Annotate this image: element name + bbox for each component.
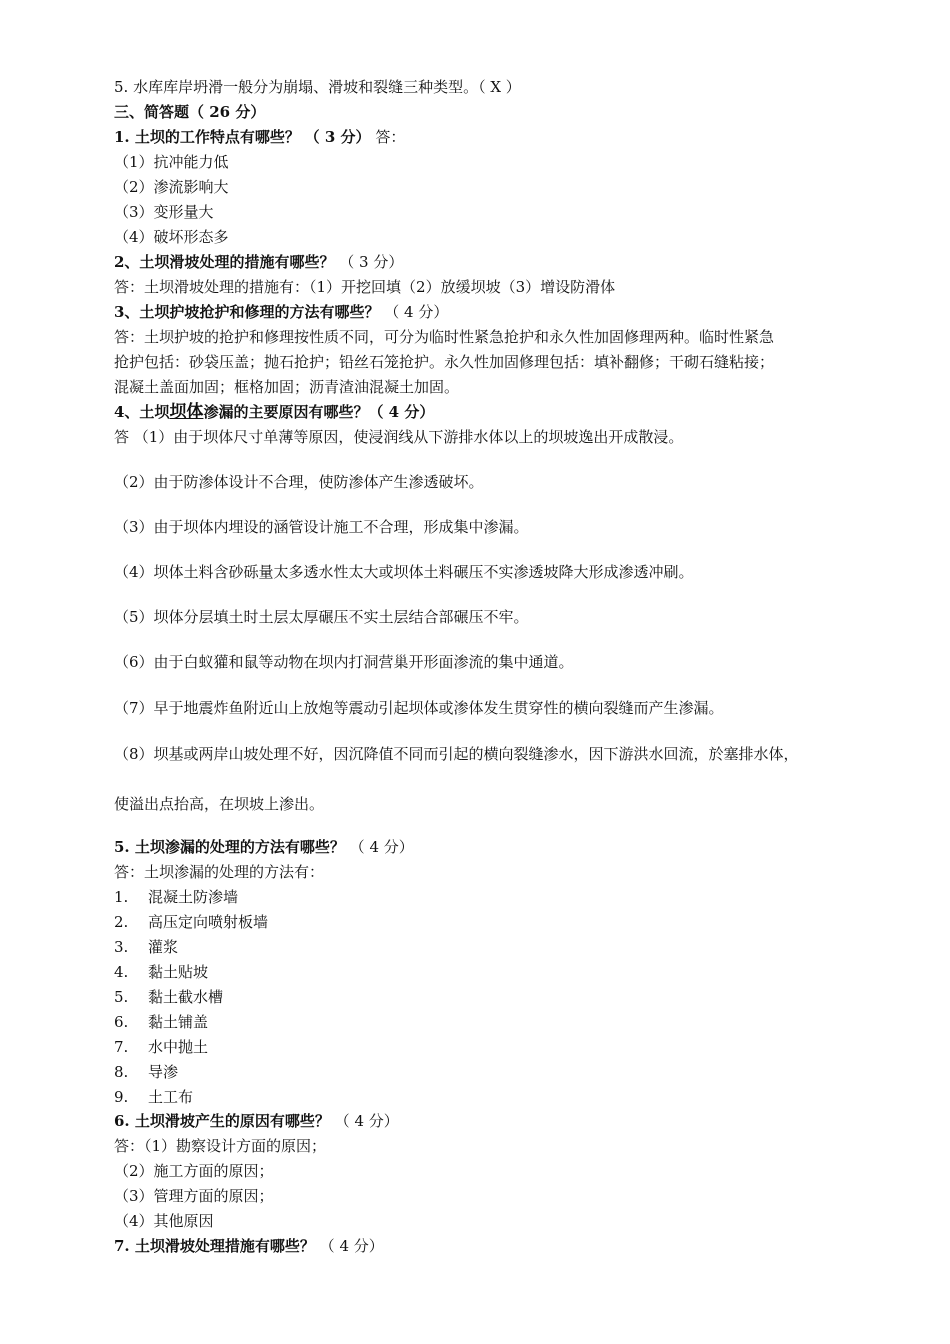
list-item [114,1012,208,1032]
question-2-title: 2、土坝滑坡处理的措施有哪些？ [114,253,335,271]
question-1 [114,127,405,147]
list-item [114,937,178,957]
question-3 [114,302,448,322]
answer-line: （1）抗冲能力低 [114,153,229,171]
answer-line: （3）变形量大 [114,203,214,221]
list-item-text: 灌浆 [148,938,179,956]
question-3-score: （ 4 分） [384,303,449,321]
list-item [114,1087,193,1107]
answer-line: （8）坝基或两岸山坡处理不好，因沉降值不同而引起的横向裂缝渗水，因下游洪水回流，於塞排水体， [114,745,799,763]
list-item [114,1037,208,1057]
answer-line: 答：（1）勘察设计方面的原因； [114,1137,327,1155]
answer-line: （4）其他原因 [114,1212,214,1230]
question-7-score: （ 4 分） [319,1237,384,1255]
list-item-text: 混凝土防渗墙 [148,888,239,906]
question-2 [114,252,403,272]
list-item-number: 7. [114,1038,129,1056]
question-4-title-start: 4、土坝 [114,403,170,421]
answer-line: 抢护包括：砂袋压盖；抛石抢护；铅丝石笼抢护。永久性加固修理包括：填补翻修；干砌石缝粘接； [114,353,775,371]
question-6 [114,1111,399,1131]
question-6-title: 6. 土坝滑坡产生的原因有哪些？ [114,1112,330,1130]
answer-line: 答 （1）由于坝体尺寸单薄等原因，使浸润线从下游排水体以上的坝坡逸出开成散浸。 [114,428,684,446]
answer-line: （2）渗流影响大 [114,178,229,196]
answer-line: （3）由于坝体内埋设的涵管设计施工不合理，形成集中渗漏。 [114,518,529,536]
answer-line: （6）由于白蚁獾和鼠等动物在坝内打洞营巢开形面渗流的集中通道。 [114,653,574,671]
answer-line: （4）破坏形态多 [114,228,229,246]
list-item [114,912,268,932]
question-2-score: （ 3 分） [339,253,404,271]
list-item-text: 黏土截水槽 [148,988,224,1006]
answer-line: （3）管理方面的原因； [114,1187,274,1205]
section-heading-short-answer: 三、简答题（ 26 分） [114,103,266,121]
answer-line: （7）早于地震炸鱼附近山上放炮等震动引起坝体或渗体发生贯穿性的横向裂缝而产生渗漏。 [114,699,724,717]
answer-line: 答：土坝护坡的抢护和修理按性质不同，可分为临时性紧急抢护和永久性加固修理两种。临时性紧急 [114,328,775,346]
answer-line: （2）施工方面的原因； [114,1162,274,1180]
question-5 [114,837,414,857]
list-item-number: 4. [114,963,129,981]
answer-line: 混凝土盖面加固；框格加固；沥青渣油混凝土加固。 [114,378,460,396]
list-item [114,1062,178,1082]
question-3-title: 3、土坝护坡抢护和修理的方法有哪些？ [114,303,380,321]
list-item [114,887,238,907]
question-6-score: （ 4 分） [334,1112,399,1130]
question-1-score: （ 3 分） [304,128,371,146]
question-5-score: （ 4 分） [349,838,414,856]
answer-line: （4）坝体土料含砂砾量太多透水性太大或坝体土料碾压不实渗透坡降大形成渗透冲刷。 [114,563,694,581]
list-item-text: 水中抛土 [148,1038,209,1056]
answer-line: 答：土坝渗漏的处理的方法有： [114,863,325,881]
list-item-number: 3. [114,938,129,956]
list-item-text: 高压定向喷射板墙 [148,913,269,931]
question-4-title-end: 渗漏的主要原因有哪些？（ 4 分） [203,403,435,421]
answer-line: 使溢出点抬高，在坝坡上渗出。 [114,795,325,813]
list-item [114,962,208,982]
question-7 [114,1236,384,1256]
question-5-title: 5. 土坝渗漏的处理的方法有哪些？ [114,838,345,856]
answer-line: （5）坝体分层填土时土层太厚碾压不实土层结合部碾压不牢。 [114,608,529,626]
question-1-answer-label: 答： [375,128,406,146]
question-1-title: 1. 土坝的工作特点有哪些？ [114,128,300,146]
list-item-text: 土工布 [148,1088,194,1106]
answer-line: 答：土坝滑坡处理的措施有：（1）开挖回填（2）放缓坝坡（3）增设防滑体 [114,278,616,296]
list-item-text: 黏土贴坡 [148,963,209,981]
list-item-text: 黏土铺盖 [148,1013,209,1031]
list-item-number: 6. [114,1013,129,1031]
list-item-number: 8. [114,1063,129,1081]
question-4-title-emphasis: 坝体 [169,402,204,422]
list-item-number: 9. [114,1088,129,1106]
list-item-number: 1. [114,888,129,906]
question-4 [114,402,434,422]
list-item [114,987,223,1007]
list-item-number: 5. [114,988,129,1006]
true-false-item-5: 5. 水库库岸坍滑一般分为崩塌、滑坡和裂缝三种类型。（ X ） [114,78,521,96]
list-item-number: 2. [114,913,129,931]
question-7-title: 7. 土坝滑坡处理措施有哪些？ [114,1237,315,1255]
list-item-text: 导渗 [148,1063,179,1081]
answer-line: （2）由于防渗体设计不合理，使防渗体产生渗透破坏。 [114,473,484,491]
